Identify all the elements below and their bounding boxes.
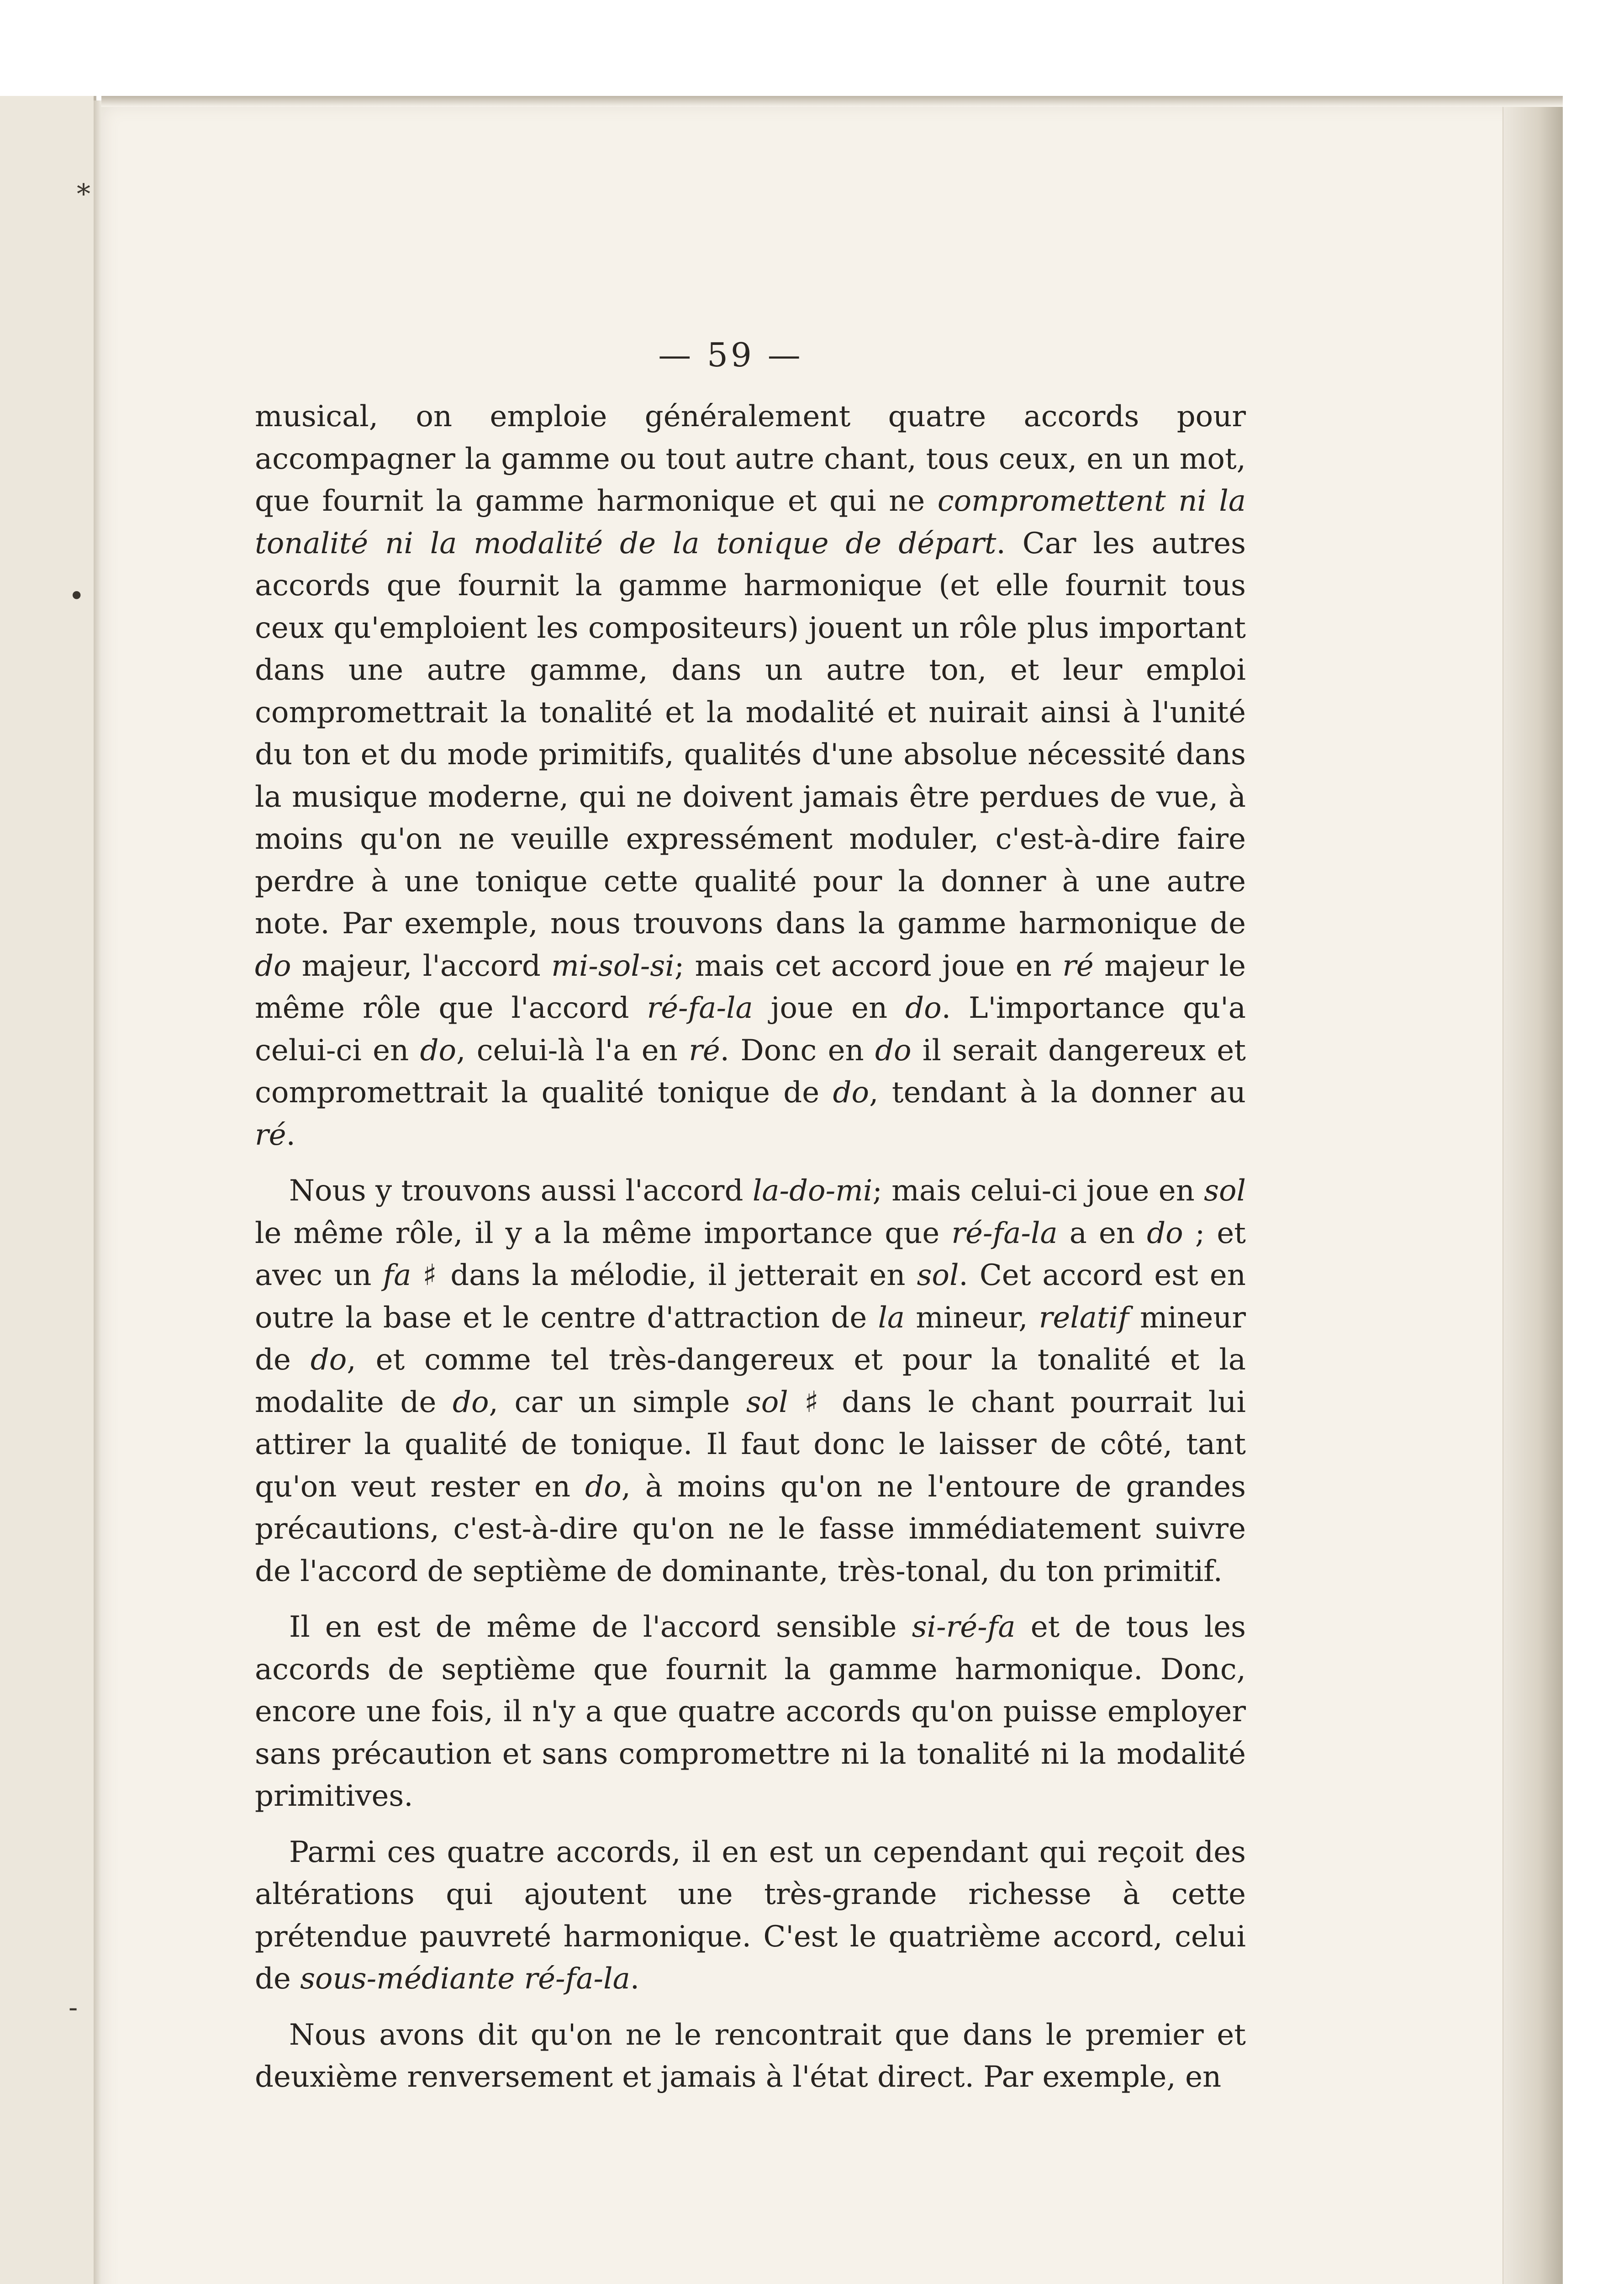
paragraph [255,1831,1246,2000]
text-run: Nous avons dit qu'on ne le rencontrait que dans le premier et deuxième renversement et jamais à l'état direct. Par exemple, en [255,2018,1246,2094]
italic-text: do [905,991,942,1025]
italic-text: do [585,1470,622,1504]
text-run: . Donc en [720,1033,875,1068]
italic-text: do [453,1385,489,1419]
italic-text: do [310,1343,347,1377]
body-text [255,396,1246,2099]
text-run: dans le chant pourrait lui attirer la qualité de tonique. Il faut donc le laisser de côté, tant qu'on veut rester en [255,1385,1246,1504]
italic-text: do [255,949,291,983]
text-run: a en [1057,1216,1147,1250]
text-run: mineur, [905,1301,1039,1335]
italic-text: ré-fa-la [951,1216,1058,1250]
italic-text: ré [689,1033,720,1068]
paragraph [255,1170,1246,1592]
text-run: et de tous les accords de septième que fournit la gamme harmonique. Donc, encore une fois, il n'y a que quatre accords qu'on puisse employer sans précaution et sans compromettre ni la tonalité ni la modalité primitives. [255,1610,1246,1813]
italic-text: compromettent ni la tonalité ni la modalité de la tonique de départ [255,484,1246,560]
italic-text: do [833,1076,870,1110]
paragraph [255,1606,1246,1818]
left-page-edge [0,96,96,2284]
italic-text: si-ré-fa [912,1610,1016,1644]
text-run: . [630,1962,640,1996]
text-run: dans la mélodie, il jetterait en [439,1258,917,1292]
italic-text: relatif [1039,1301,1129,1335]
margin-mark: • [69,580,85,612]
page-number: — 59 — [658,336,803,374]
text-run: majeur, l'accord [291,949,552,983]
text-run: ; mais cet accord joue en [674,949,1063,983]
italic-text: ré [1062,949,1094,983]
text-run: , et comme tel très-dangereux et pour la tonalité et la modalite de [255,1343,1246,1419]
text-run: , celui-là l'a en [456,1033,689,1068]
text-run: , à moins qu'on ne l'entoure de grandes précautions, c'est-à-dire qu'on ne le fasse immédiatement suivre de l'accord de septième de dominante, très-tonal, du ton primitif. [255,1470,1246,1588]
text-run: . L'importance qu'a celui-ci en [255,991,1246,1068]
italic-text: sol [1204,1174,1246,1208]
page-fold-edge [1503,105,1563,2284]
text-run: . Car les autres accords que fournit la gamme harmonique (et elle fournit tous ceux qu'emploient les compositeurs) jouent un rôle plus important dans une autre gamme, dans un autre ton, et leur emploi compromettrait la tonalité et la modalité et nuirait ainsi à l'unité du ton et du mode primitifs, qualités d'une absolue nécessité dans la musique moderne, qui ne doivent jamais être perdues de vue, à moins qu'on ne veuille expressément moduler, c'est-à-dire faire perdre à une tonique cette qualité pour la donner à une autre note. Par exemple, nous trouvons dans la gamme harmonique de [255,526,1246,941]
italic-text: ré [255,1118,286,1152]
margin-mark: - [69,1992,78,2024]
italic-text: la [878,1301,905,1335]
italic-text: do [1147,1216,1183,1250]
text-run: Nous y trouvons aussi l'accord [289,1174,753,1208]
text-run: . [286,1118,295,1152]
text-run: , car un simple [489,1385,746,1419]
margin-mark: * [77,178,90,210]
italic-text: ré-fa-la [647,991,753,1025]
text-run: Il en est de même de l'accord sensible [289,1610,912,1644]
italic-text: mi-sol-si [551,949,675,983]
text-run: . Cet accord est en outre la base et le centre d'attraction de [255,1258,1246,1335]
italic-text: do [875,1033,912,1068]
text-run: musical, on emploie généralement quatre accords pour accompagner la gamme ou tout autre chant, tous ceux, en un mot, que fournit la gamme harmonique et qui ne [255,400,1246,518]
text-run: Parmi ces quatre accords, il en est un cependant qui reçoit des altérations qui ajoutent une très-grande richesse à cette prétendue pauvreté harmonique. C'est le quatrième accord, celui de [255,1835,1246,1996]
text-run: ; et avec un [255,1216,1246,1292]
paragraph [255,396,1246,1156]
text-run: ; mais celui-ci joue en [872,1174,1204,1208]
text-run: mineur de [255,1301,1246,1377]
text-run: le même rôle, il y a la même importance que [255,1216,952,1250]
text-run: majeur le même rôle que l'accord [255,949,1246,1025]
italic-text: sol ♯ [746,1385,826,1419]
text-run: il serait dangereux et compromettrait la qualité tonique de [255,1033,1246,1110]
italic-text: fa ♯ [383,1258,439,1292]
italic-text: la-do-mi [752,1174,873,1208]
paragraph [255,2014,1246,2099]
text-run: , tendant à la donner au [869,1076,1246,1110]
italic-text: sol [917,1258,959,1292]
italic-text: do [420,1033,457,1068]
italic-text: sous-médiante ré-fa-la [300,1962,630,1996]
page-top-shadow [101,96,1563,107]
text-run: joue en [753,991,906,1025]
